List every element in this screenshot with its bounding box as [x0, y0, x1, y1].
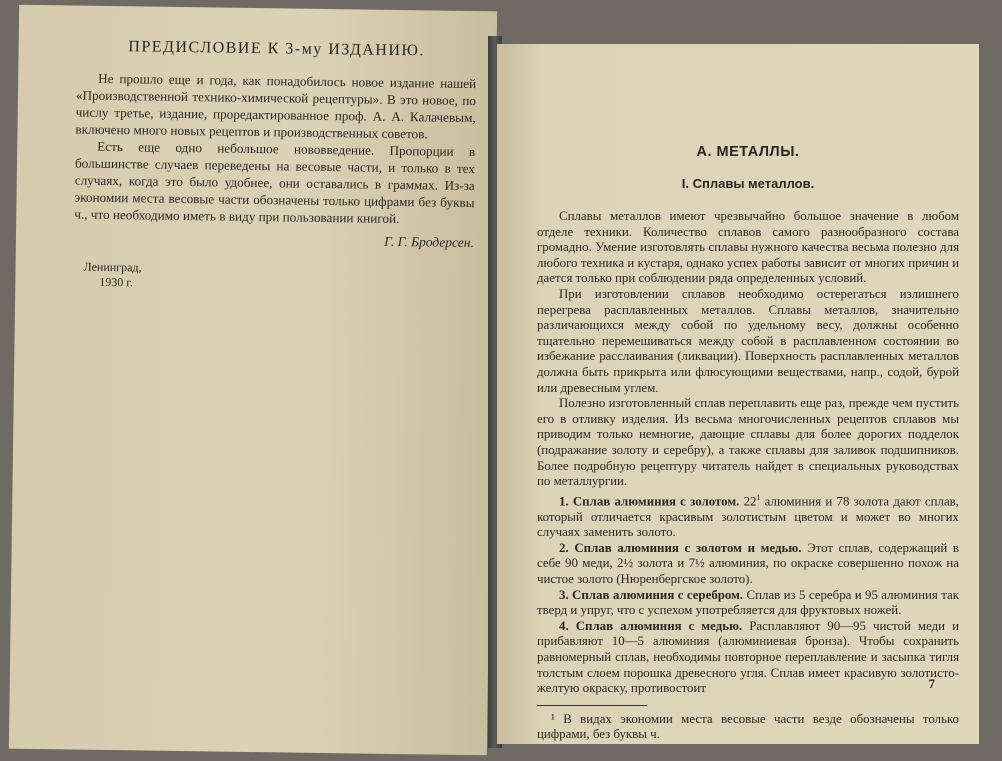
right-page: [497, 44, 979, 744]
recipe-2-name: 2. Сплав алюминия с золотом и медью.: [559, 540, 802, 555]
recipe-1-text-a: 22: [739, 493, 757, 508]
place: Ленинград,: [83, 259, 142, 275]
page-number: 7: [928, 676, 935, 691]
recipe-2: [537, 541, 959, 588]
footnote-marker: 1: [756, 492, 761, 502]
year: 1930 г.: [99, 274, 134, 290]
recipe-2-text: Этот сплав, содержащий в себе 90 меди, 2½ золота и 7½ алюминия, по окраске совершенно похож на чистое золото (Нюренбергское золото).: [537, 540, 959, 586]
recipe-4-name: 4. Сплав алюминия с медью.: [559, 618, 743, 633]
recipe-1-name: 1. Сплав алюминия с золотом.: [559, 493, 740, 508]
signature: Г. Г. Бродерсен.: [384, 233, 475, 251]
recipe-3-name: 3. Сплав алюминия с серебром.: [559, 587, 744, 602]
intro-paragraph-2: При изготовлении сплавов необходимо остерегаться излишнего перегрева расплавленных металлов. Сплавы металлов, значительно различающихся между собой по удельному весу, должны особенно тщательно перемешиваться между собой в расплавленном состоянии во избежание расслаивания (ликвации). Поверхность расплавленных металлов должна быть прикрыта или флюсующими веществами, напр., содой, бурой или древесным углем.: [537, 286, 959, 395]
recipe-1: [537, 490, 959, 541]
left-page: [9, 5, 497, 756]
section-title: А. МЕТАЛЛЫ.: [696, 144, 800, 160]
chapter-title: I. Сплавы металлов.: [681, 176, 815, 191]
footnote-divider: [537, 705, 647, 706]
footnote: ¹ В видах экономии места весовые части везде обозначены только цифрами, без буквы ч.: [537, 711, 959, 742]
recipe-1-text-b: алюминия и 78 золота дают сплав, который отличается красивым золотистым цветом и может во многих случаях заменить золото.: [537, 493, 959, 540]
preface-paragraph-2: Есть еще одно небольшое нововведение. Пропорции в большинстве случаев переведены на весовые части, и только в тех случаях, когда это было удобнее, они оставались в граммах. Из-за экономии места весовые части обозначены только цифрами без буквы ч., что необходимо иметь в виду при пользовании книгой.: [74, 138, 476, 227]
body-text: [537, 209, 959, 743]
recipe-3-text: Сплав из 5 серебра и 95 алюминия так тверд и упруг, что с успехом употребляется для фруктовых ножей.: [537, 587, 959, 618]
intro-paragraph-3: Полезно изготовленный сплав переплавить еще раз, прежде чем пустить его в отливку изделия. Из весьма многочисленных рецептов сплавов мы приводим только немногие, дающие сплавы для более дорогих подделок (подражание золоту и серебру), а также сплавы для заливок подшипников. Более подробную рецептуру читатель найдет в специальных руководствах по металлургии.: [537, 396, 959, 489]
recipe-3: [537, 588, 959, 619]
recipe-4-text: Расплавляют 90—95 чистой меди и прибавляют 10—5 алюминия (алюминиевая бронза). Чтобы сохранить равномерный сплав, необходимы повторное переплавление и засыпка тигля толстым слоем порошка древесного угля. Сплав имеет красивую золотисто-желтую окраску, противостоит: [537, 618, 960, 696]
intro-paragraph-1: Сплавы металлов имеют чрезвычайно большое значение в любом отделе техники. Количество сплавов самого разнообразного состава громадно. Умение изготовлять сплавы нужного качества весьма полезно для любого техника и кустаря, однако успех работы зависит от многих причин и дается только при соблюдении ряда определенных условий.: [537, 209, 959, 286]
place-and-date: [73, 259, 473, 295]
recipe-4: [537, 619, 959, 697]
preface-paragraph-1: Не прошло еще и года, как понадобилось новое издание нашей «Производственной технико-химической рецептуры». В это новое, по числу третье, издание, проредактированное проф. А. А. Калачевым, включено много новых рецептов и производственных советов.: [75, 70, 477, 142]
preface-title: ПРЕДИСЛОВИЕ К 3-му ИЗДАНИЮ.: [128, 38, 426, 60]
